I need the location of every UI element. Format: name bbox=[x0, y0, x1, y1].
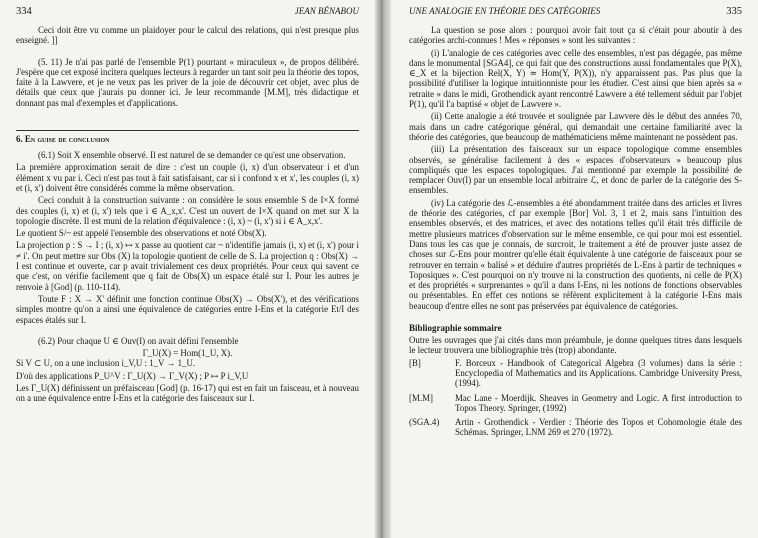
paragraph: Ceci conduit à la construction suivante : on considère le sous ensemble S de I×X formé des couples (i, x) et (i, x') tels que i ∈ A_x,x'. C'est un ouvert de I×X quand on met sur X la topologie discrète. Il est muni de la relation d'équivalence : (i, x) ~ (i, x') si i ∈ A_x,x'. bbox=[16, 195, 359, 226]
right-page bbox=[391, 0, 758, 538]
paragraph: Toute F : X → X' définit une fonction continue Obs(X) → Obs(X'), et des vérifications simples montre qu'on a ainsi une équivalence de catégories entre I-Ens et la catégorie Et/I des espaces étalés sur I. bbox=[16, 293, 359, 325]
formula: Γ_U(X) = Hom(1_U, X). bbox=[142, 348, 233, 359]
paragraph: (iii) La présentation des faisceaux sur un espace topologique comme ensembles observés, se généralise facilement à des « espaces d'observateurs » beaucoup plus compliqués que les espaces topologiques. J'ai mentionné par exemple la possibilité de remplacer Ouv(I) par un ensemble local arbitraire ℒ, et donc de parler de la catégorie des S-ensembles. bbox=[409, 144, 742, 196]
bib-key: (SGA.4) bbox=[409, 417, 440, 428]
paragraph: (6.1) Soit X ensemble observé. Il est naturel de se demander ce qu'est une observation. bbox=[38, 150, 346, 161]
left-header bbox=[16, 6, 359, 17]
bib-key: [M.M] bbox=[409, 392, 433, 403]
left-page bbox=[0, 0, 375, 538]
paragraph: (5. 11) Je n'ai pas parlé de l'ensemble P(1) pourtant « miraculeux », de propos délibéré. J'espère que cet exposé incitera quelques lecteurs à regarder un tant soit peu la théorie des topos, faite à la Lawvere, et je ne veux pas les priver de la joie de découvrir cet objet, avec plus de détails que ceux que j'aurais pu donner ici. Je leur recommande [M.M], très didactique et donnant pas mal d'exemples et d'applications. bbox=[16, 56, 359, 108]
bib-key: [B] bbox=[409, 357, 421, 368]
book-gutter bbox=[375, 0, 391, 538]
bibliography-entry bbox=[409, 358, 742, 389]
bibliography-entry bbox=[409, 417, 742, 438]
right-page-number: 335 bbox=[726, 6, 742, 17]
bib-text: F. Borceux - Handbook of Categorical Algebra (3 volumes) dans la série : Encyclopedia of Mathematics and its Applications. Cambridge University Press, (1994). bbox=[455, 357, 742, 389]
bibliography-intro: Outre les ouvrages que j'ai cités dans mon préambule, je donne quelques titres dans lesquels le lecteur trouvera une bibliographie très (trop) abondante. bbox=[409, 335, 742, 356]
bib-text: Mac Lane - Moerdijk. Sheaves in Geometry and Logic. A first introduction to Topos Theory. Springer, (1992) bbox=[455, 392, 742, 413]
paragraph: Le quotient S/~ est appelé l'ensemble des observations et noté Obs(X). bbox=[16, 228, 267, 239]
paragraph: (iv) La catégorie des ℒ-ensembles a été abondamment traitée dans des articles et livres de théorie des catégories, cf par exemple [Bor] Vol. 3, 1 et 2, mais sans l'intuition des ensembles observés, et des matrices, et avec des notations telles qu'il était très difficile de mettre plusieurs matrices d'observation sur le même ensemble, ce qui pour moi est essentiel. Dans tous les cas que je connais, de surcroit, le traitement a été de prouver juste assez de choses sur ℒ-Ens pour montrer qu'elle était équivalente à une catégorie de faisceaux pour se retrouver en terrain « balisé » et déduire d'autres propriétés de L-Ens à partir de techniques « Toposiques ». C'est pourquoi on n'y trouve ni la construction des quotients, ni celle de P(X) et des propriétés « surprenantes » qu'il a dans I-Ens, ni les notions de fonctions observables ou présentables. En effet ces notions se réfèrent explicitement à la catégorie I-Ens mais beaucoup d'entre elles ne sont pas préservées par équivalence de catégories. bbox=[409, 197, 742, 311]
paragraph: Les Γ_U(X) définissent un préfaisceau [God] (p. 16-17) qui est en fait un faisceau, et à nouveau on a une équivalence entre I-Ens et la catégorie des faisceaux sur I. bbox=[16, 383, 359, 404]
left-running-head: JEAN BÉNABOU bbox=[294, 6, 359, 16]
right-header bbox=[409, 6, 742, 17]
right-running-head: UNE ANALOGIE EN THÉORIE DES CATÉGORIES bbox=[409, 6, 601, 16]
bibliography-title: Bibliographie sommaire bbox=[409, 323, 502, 334]
paragraph: (6.2) Pour chaque U ∈ Ouv(I) on avait défini l'ensemble bbox=[38, 335, 239, 346]
paragraph: (ii) Cette analogie a été trouvée et soulignée par Lawvere dès le début des années 70, mais dans un cadre catégorique général, qui demandait une certaine familiarité avec la théorie des catégories, que beaucoup de mathématiciens même maintenant ne possèdent pas. bbox=[409, 111, 742, 142]
paragraph: Si V ⊂ U, on a une inclusion i_V,U : 1_V → 1_U. bbox=[16, 358, 196, 369]
bibliography-entry bbox=[409, 393, 742, 414]
paragraph: (i) L'analogie de ces catégories avec celle des ensembles, n'est pas dégagée, pas même dans le monumental [SGA4], ce qui fait que des constructions aussi fondamentales que P(X), ∈_X et la bijection Rel(X, Y) ≃ Hom(Y, P(X)), n'y apparaissent pas. Pas plus que la possibilité d'utiliser la logique intuitionniste pour les étudier. C'est ainsi que bien après sa « retraite » dans le midi, Grothendick ayant rencontré Lawvere a été tellement séduit par l'objet P(1), qu'il l'a baptisé « objet de Lawvere ». bbox=[409, 47, 742, 110]
left-page-number: 334 bbox=[16, 6, 32, 17]
section-title: 6. En guise de conclusion bbox=[16, 130, 359, 144]
paragraph: La projection p : S → I ; (i, x) ↦ x passe au quotient car ~ n'identifie jamais (i, x) et (i, x') pour i ≠ i'. On peut mettre sur Obs (X) la topologie quotient de celle de S. La projection q : Obs(X) → I est continue et ouverte, car p avait trivialement ces deux propriétés. Pour ceux qui savent ce que c'est, on vérifie facilement que q fait de Obs(X) un espace étalé sur I. Pour les autres je renvoie à [God] (p. 110-114). bbox=[16, 240, 359, 292]
paragraph: La première approximation serait de dire : c'est un couple (i, x) d'un observateur i et d'un élément x vu par i. Ceci n'est pas tout à fait satisfaisant, car si i confond x et x', les couples (i, x) et (i, x') doivent être considérés comme la même observation. bbox=[16, 162, 359, 193]
paragraph: La question se pose alors : pourquoi avoir fait tout ça si c'était pour aboutir à des catégories archi-connues ! Mes « réponses » sont les suivantes : bbox=[409, 25, 742, 46]
paragraph: D'où des applications P_U^V : Γ_U(X) → Γ_V(X) ; P ↦ P i_V,U bbox=[16, 370, 249, 381]
bib-text: Artin - Grothendick - Verdier : Théorie des Topos et Cohomologie étale des Schémas. Springer, LNM 269 et 270 (1972). bbox=[455, 417, 742, 438]
paragraph: Ceci doit être vu comme un plaidoyer pour le calcul des relations, qui n'est presque plus enseigné. ]] bbox=[16, 25, 359, 46]
